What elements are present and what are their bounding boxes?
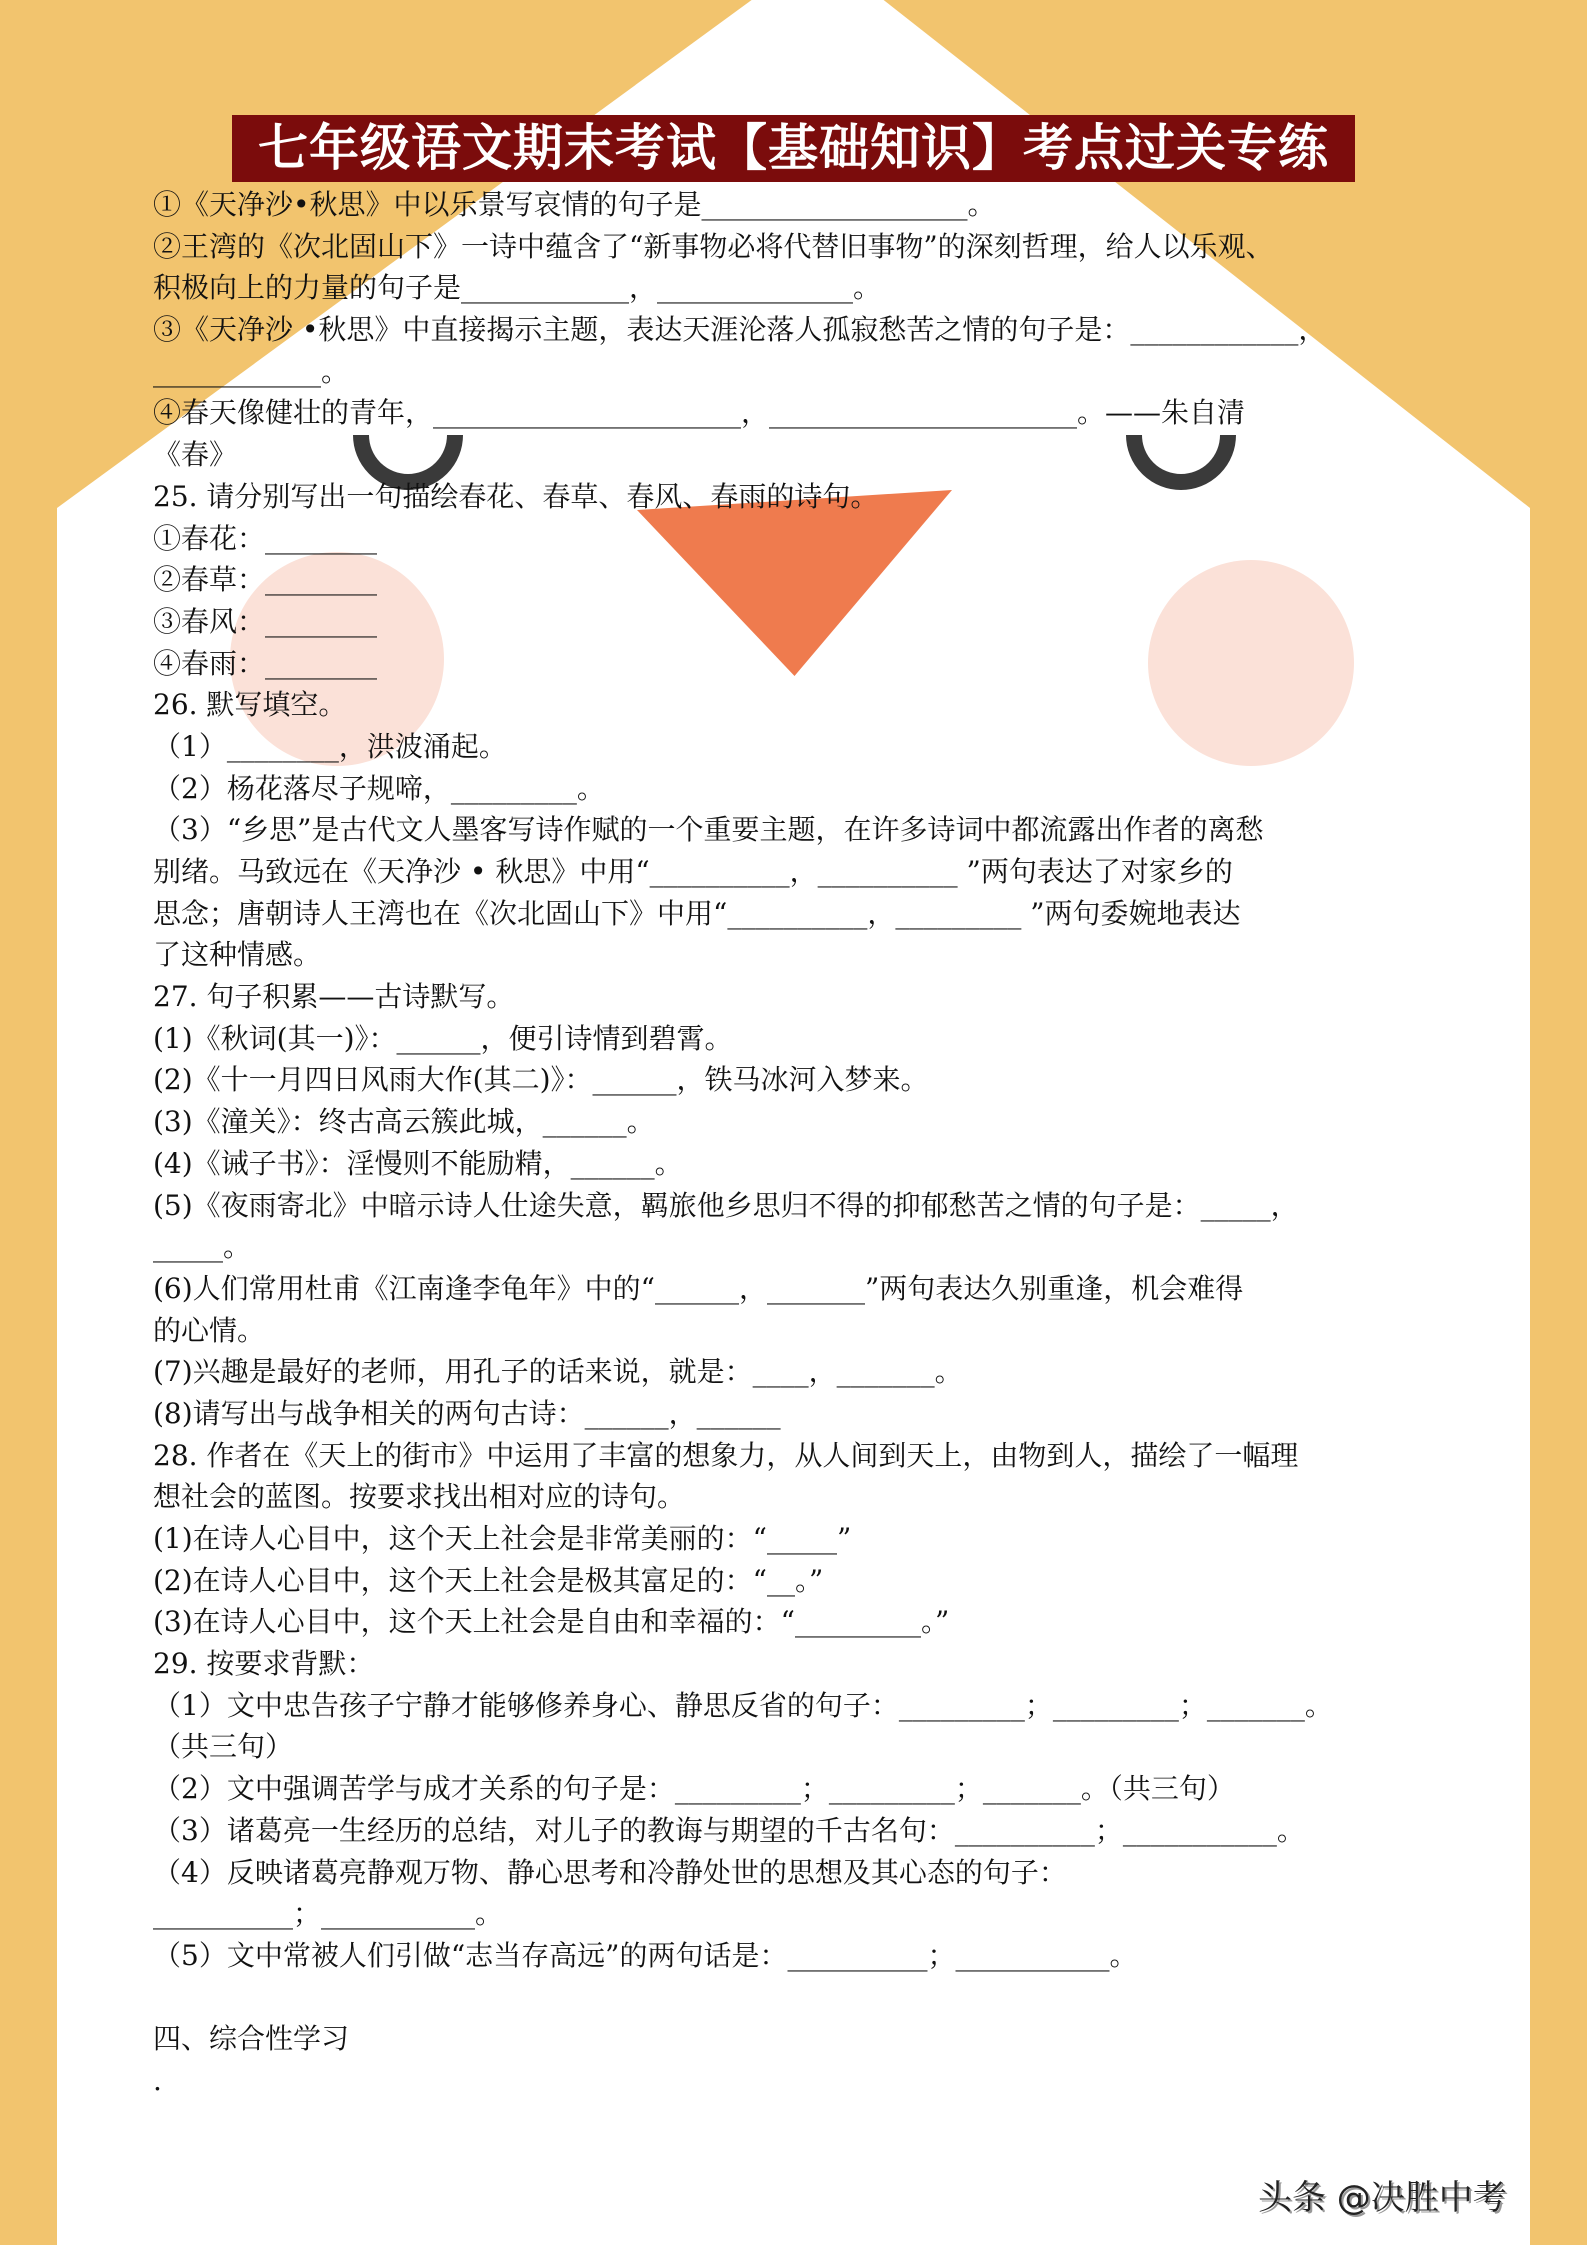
exercise-content (153, 184, 1443, 2102)
text-line: _____。 (153, 1230, 252, 1264)
text-line: ④春雨：________ (153, 646, 378, 680)
text-line: （3）“乡思”是古代文人墨客写诗作赋的一个重要主题，在许多诗词中都流露出作者的离愁 (153, 813, 1264, 847)
text-line: (2)在诗人心目中，这个天上社会是极其富足的：“__。” (153, 1563, 824, 1597)
text-line: （1）________，洪波涌起。 (153, 729, 507, 763)
text-line: ①春花：________ (153, 521, 378, 555)
text-line: ③《天净沙 •秋思》中直接揭示主题，表达天涯沦落人孤寂愁苦之情的句子是：____________， (153, 313, 1327, 347)
text-line: 26. 默写填空。 (153, 688, 347, 722)
text-line: （1）文中忠告孩子宁静才能够修养身心、静思反省的句子：_________；_________；_______。 (153, 1688, 1333, 1722)
text-line: 的心情。 (153, 1313, 266, 1347)
text-line: （2）文中强调苦学与成才关系的句子是：_________；_________；_______。（共三句） (153, 1772, 1235, 1806)
text-line: 27. 句子积累——古诗默写。 (153, 980, 515, 1014)
text-line: __________；___________。 (153, 1897, 504, 1931)
text-line: 《春》 (153, 438, 238, 472)
text-line: . (153, 2063, 162, 2097)
text-line: (5)《夜雨寄北》中暗示诗人仕途失意，羁旅他乡思归不得的抑郁愁苦之情的句子是：_____， (153, 1188, 1299, 1222)
text-line: (4)《诫子书》：淫慢则不能励精，______。 (153, 1146, 683, 1180)
text-line: 想社会的蓝图。按要求找出相对应的诗句。 (153, 1480, 686, 1514)
text-line: （2）杨花落尽子规啼，_________。 (153, 771, 605, 805)
text-line: (6)人们常用杜甫《江南逢李龟年》中的“______，_______”两句表达久别重逢，机会难得 (153, 1271, 1244, 1305)
text-line: (3)在诗人心目中，这个天上社会是自由和幸福的：“_________。” (153, 1605, 950, 1639)
text-line: ____________。 (153, 354, 350, 388)
text-line: 思念；唐朝诗人王湾也在《次北固山下》中用“__________，_________ ”两句委婉地表达 (153, 896, 1241, 930)
text-line: （5）文中常被人们引做“志当存高远”的两句话是：__________；___________。 (153, 1938, 1138, 1972)
text-line: （4）反映诸葛亮静观万物、静心思考和冷静处世的思想及其心态的句子： (153, 1855, 1067, 1889)
text-line: (2)《十一月四日风雨大作(其二)》：______，铁马冰河入梦来。 (153, 1063, 929, 1097)
text-line: 28. 作者在《天上的街市》中运用了丰富的想象力，从人间到天上，由物到人，描绘了一幅理 (153, 1438, 1299, 1472)
text-line: ④春天像健壮的青年，______________________，______________________。——朱自清 (153, 396, 1246, 430)
text-line: （共三句） (153, 1730, 294, 1764)
page-title: 七年级语文期末考试【基础知识】考点过关专练 (232, 115, 1355, 182)
text-line: ②王湾的《次北固山下》一诗中蕴含了“新事物必将代替旧事物”的深刻哲理，给人以乐观、 (153, 229, 1274, 263)
text-line: 29. 按要求背默： (153, 1647, 375, 1681)
text-line: （3）诸葛亮一生经历的总结，对儿子的教诲与期望的千古名句：__________；___________。 (153, 1813, 1305, 1847)
text-line: (8)请写出与战争相关的两句古诗：______，______ (153, 1396, 781, 1430)
text-line (153, 1977, 1443, 2019)
text-line: 别绪。马致远在《天净沙 • 秋思》中用“__________，__________ ”两句表达了对家乡的 (153, 855, 1233, 888)
text-line: (3)《潼关》：终古高云簇此城，______。 (153, 1105, 655, 1139)
text-line: (1)在诗人心目中，这个天上社会是非常美丽的：“_____” (153, 1522, 852, 1555)
text-line: 积极向上的力量的句子是____________，______________。 (153, 271, 882, 305)
text-line: ②春草：________ (153, 563, 378, 597)
text-line: (7)兴趣是最好的老师，用孔子的话来说，就是：____，_______。 (153, 1355, 963, 1389)
text-line: ③春风：________ (153, 604, 378, 638)
text-line: 25. 请分别写出一句描绘春花、春草、春风、春雨的诗句。 (153, 479, 879, 513)
text-line: (1)《秋词(其一)》：______，便引诗情到碧霄。 (153, 1021, 733, 1055)
text-line: 四、综合性学习 (153, 2022, 350, 2056)
watermark: 头条 @决胜中考 (1258, 2178, 1507, 2218)
text-line: 了这种情感。 (153, 938, 322, 972)
text-line: ①《天净沙•秋思》中以乐景写哀情的句子是___________________。 (153, 188, 996, 221)
